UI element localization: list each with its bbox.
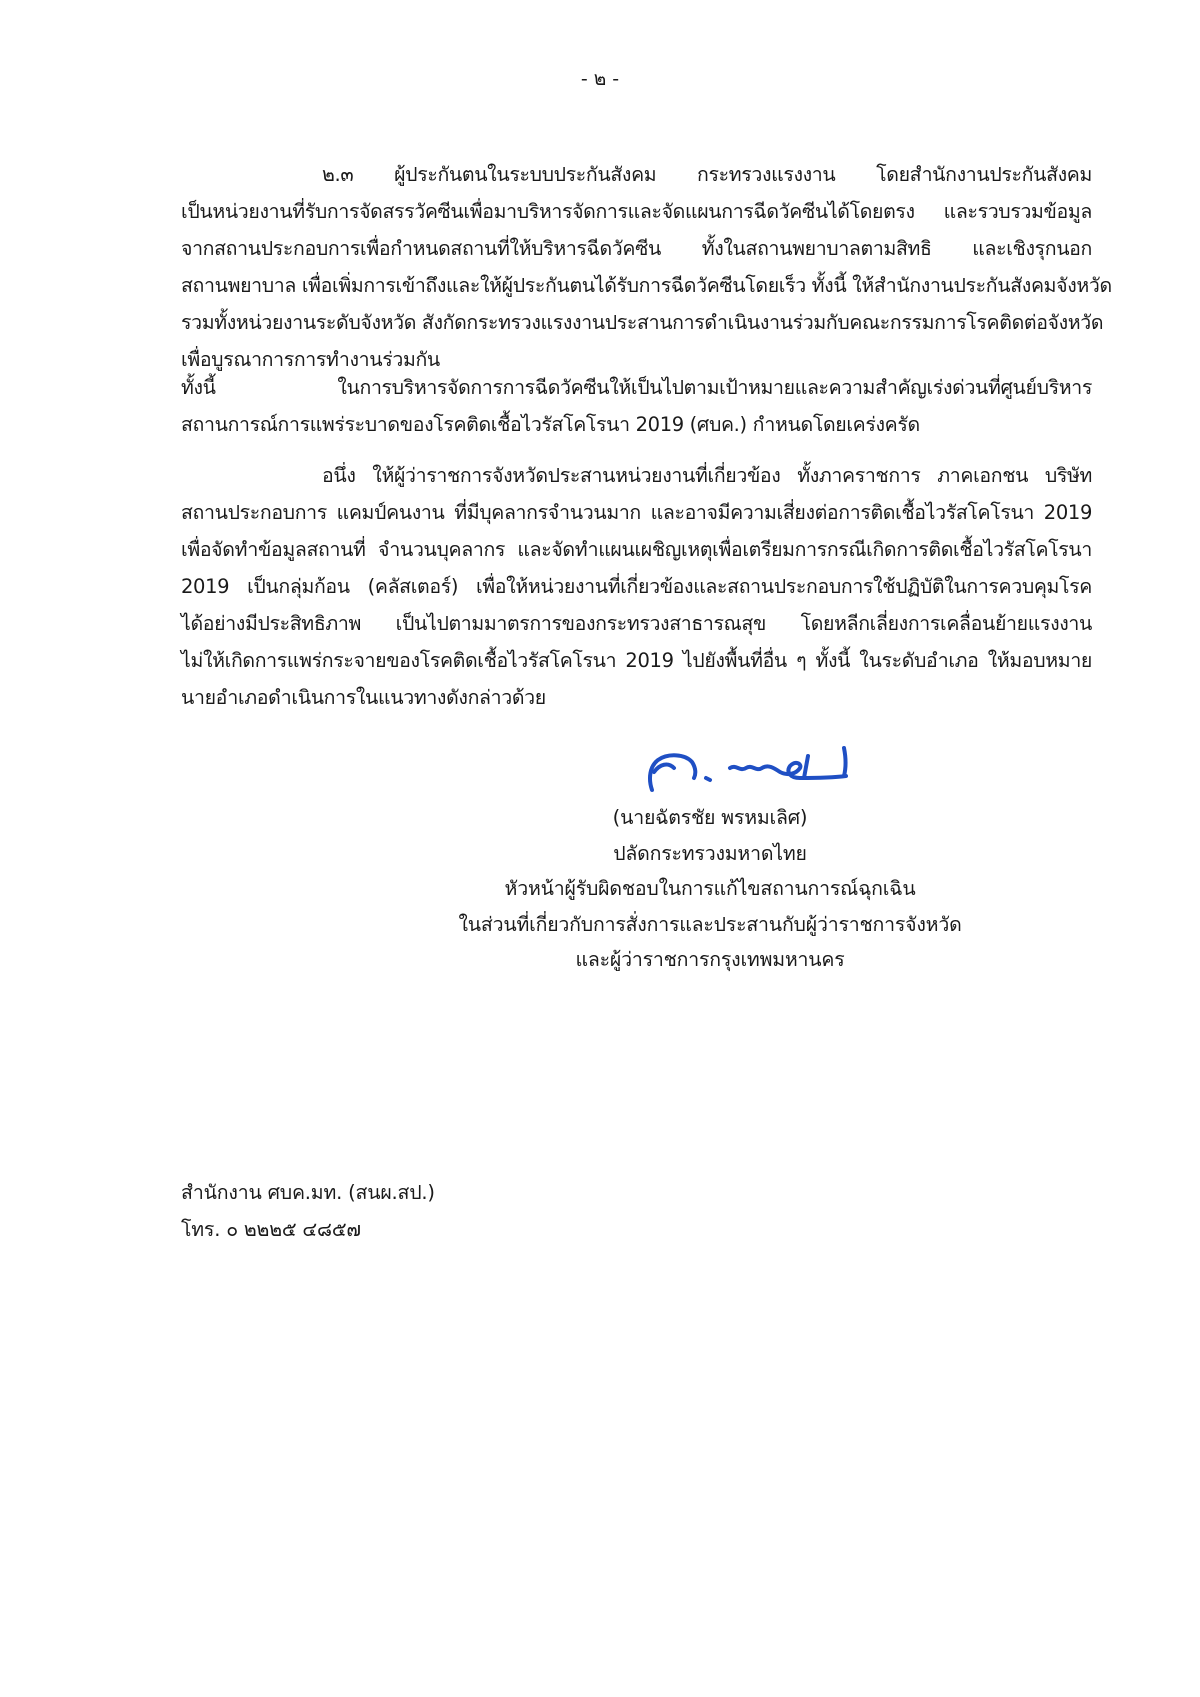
page-number: - ๒ - bbox=[580, 68, 620, 90]
signatory-position: ปลัดกระทรวงมหาดไทย bbox=[613, 841, 807, 865]
signatory-position: และผู้ว่าราชการกรุงเทพมหานคร bbox=[575, 948, 845, 971]
office-name: สำนักงาน ศบค.มท. (สนผ.สป.) bbox=[181, 1181, 435, 1204]
handwritten-signature bbox=[640, 738, 860, 798]
body-line: ไม่ให้เกิดการแพร่กระจายของโรคติดเชื้อไวรัสโคโรนา 2019 ไปยังพื้นที่อื่น ๆ ทั้งนี้ ในระดับอำเภอ ให้มอบหมาย bbox=[181, 649, 1092, 672]
body-line: เพื่อบูรณาการการทำงานร่วมกัน bbox=[181, 348, 440, 371]
phone-number: โทร. ๐ ๒๒๒๕ ๔๘๕๗ bbox=[181, 1218, 361, 1241]
body-line: ทั้งนี้ ในการบริหารจัดการการฉีดวัคซีนให้เป็นไปตามเป้าหมายและความสำคัญเร่งด่วนที่ศูนย์บริหาร bbox=[181, 376, 1092, 399]
body-line: อนึ่ง ให้ผู้ว่าราชการจังหวัดประสานหน่วยงานที่เกี่ยวข้อง ทั้งภาคราชการ ภาคเอกชน บริษัท bbox=[322, 464, 1092, 487]
body-line: รวมทั้งหน่วยงานระดับจังหวัด สังกัดกระทรวงแรงงานประสานการดำเนินงานร่วมกับคณะกรรมการโรคติดต่อจังหวัด bbox=[181, 311, 1104, 334]
signatory-name: (นายฉัตรชัย พรหมเลิศ) bbox=[612, 806, 808, 829]
body-line: นายอำเภอดำเนินการในแนวทางดังกล่าวด้วย bbox=[181, 686, 546, 709]
body-line: จากสถานประกอบการเพื่อกำหนดสถานที่ให้บริหารฉีดวัคซีน ทั้งในสถานพยาบาลตามสิทธิ และเชิงรุกนอก bbox=[181, 237, 1092, 260]
body-line: ได้อย่างมีประสิทธิภาพ เป็นไปตามมาตรการของกระทรวงสาธารณสุข โดยหลีกเลี่ยงการเคลื่อนย้ายแรงงาน bbox=[181, 612, 1092, 635]
body-line: เป็นหน่วยงานที่รับการจัดสรรวัคซีนเพื่อมาบริหารจัดการและจัดแผนการฉีดวัคซีนได้โดยตรง และรวบรวมข้อมูล bbox=[181, 200, 1092, 223]
footer-contact bbox=[181, 1174, 435, 1248]
body-line: สถานพยาบาล เพื่อเพิ่มการเข้าถึงและให้ผู้ประกันตนได้รับการฉีดวัคซีนโดยเร็ว ทั้งนี้ ให้สำนักงานประกันสังคมจังหวัด bbox=[181, 274, 1112, 297]
body-line: สถานประกอบการ แคมป์คนงาน ที่มีบุคลากรจำนวนมาก และอาจมีความเสี่ยงต่อการติดเชื้อไวรัสโคโรนา 2019 bbox=[181, 501, 1092, 524]
signatory-position: หัวหน้าผู้รับผิดชอบในการแก้ไขสถานการณ์ฉุกเฉิน bbox=[504, 877, 916, 900]
body-line: 2019 เป็นกลุ่มก้อน (คลัสเตอร์) เพื่อให้หน่วยงานที่เกี่ยวข้องและสถานประกอบการใช้ปฏิบัติในการควบคุมโรค bbox=[181, 575, 1092, 598]
signature-block bbox=[420, 800, 1000, 978]
body-line: ๒.๓ ผู้ประกันตนในระบบประกันสังคม กระทรวงแรงงาน โดยสำนักงานประกันสังคม bbox=[322, 163, 1092, 186]
body-line: เพื่อจัดทำข้อมูลสถานที่ จำนวนบุคลากร และจัดทำแผนเผชิญเหตุเพื่อเตรียมการกรณีเกิดการติดเชื้อไวรัสโคโรนา bbox=[181, 538, 1092, 561]
body-line: สถานการณ์การแพร่ระบาดของโรคติดเชื้อไวรัสโคโรนา 2019 (ศบค.) กำหนดโดยเคร่งครัด bbox=[181, 413, 920, 436]
signatory-position: ในส่วนที่เกี่ยวกับการสั่งการและประสานกับผู้ว่าราชการจังหวัด bbox=[458, 912, 962, 936]
